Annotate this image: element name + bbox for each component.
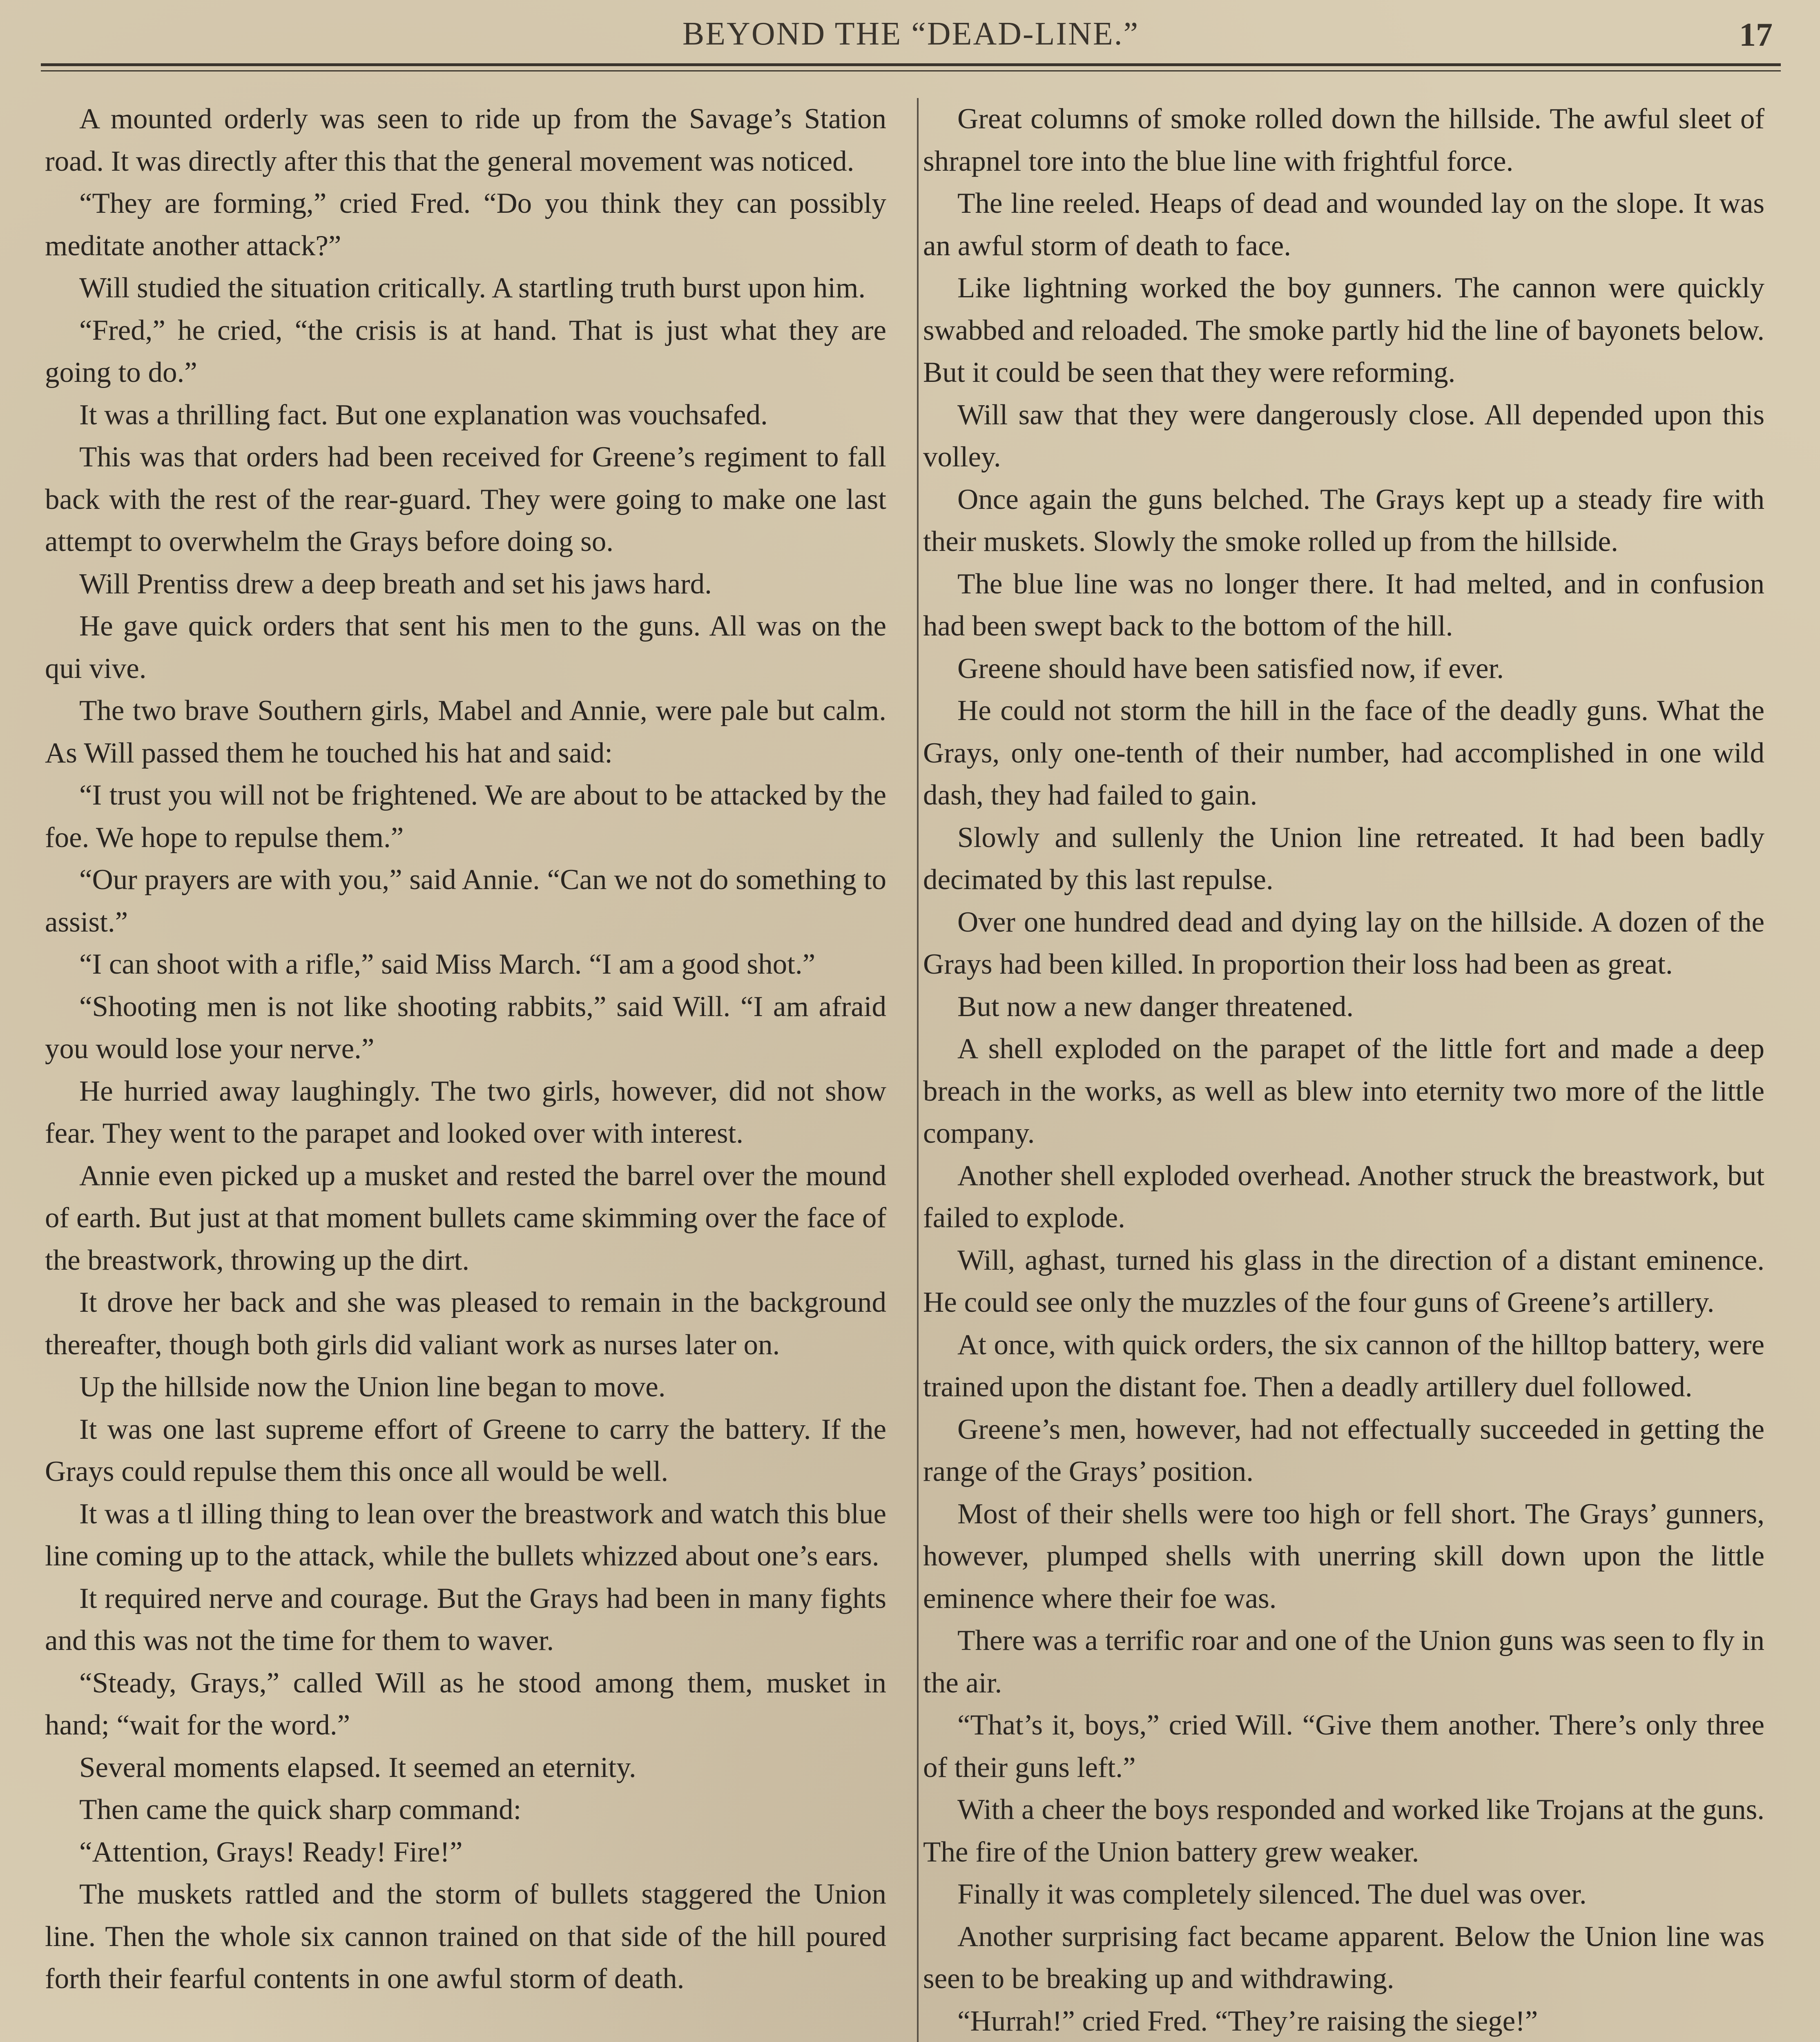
paragraph: Will, aghast, turned his glass in the direction of a distant eminence. He could see only the muzzles of the four guns of Greene’s artillery. — [923, 1244, 1764, 1318]
paragraph: “That’s it, boys,” cried Will. “Give them another. There’s only three of their guns left.” — [923, 1709, 1764, 1783]
paragraph: “Hurrah!” cried Fred. “They’re raising the siege!” — [957, 2005, 1538, 2037]
paragraph: It was a tl illing thing to lean over the breastwork and watch this blue line coming up to the attack, while the bullets whizzed about one’s ears. — [45, 1498, 886, 1572]
right-column — [923, 98, 1764, 2042]
paragraph: He could not storm the hill in the face of the deadly guns. What the Grays, only one-tenth of their number, had accomplished in one wild dash, they had failed to gain. — [923, 695, 1764, 811]
paragraph: Slowly and sullenly the Union line retreated. It had been badly decimated by this last repulse. — [923, 821, 1764, 896]
paragraph: Several moments elapsed. It seemed an eternity. — [79, 1751, 636, 1783]
paragraph: Great columns of smoke rolled down the hillside. The awful sleet of shrapnel tore into the blue line with frightful force. — [923, 103, 1764, 177]
paragraph: Will saw that they were dangerously close. All depended upon this volley. — [923, 399, 1764, 473]
paragraph: “Our prayers are with you,” said Annie. “Can we not do something to assist.” — [45, 864, 886, 938]
left-column — [45, 98, 886, 2042]
paragraph: “They are forming,” cried Fred. “Do you think they can possibly meditate another attack?” — [45, 187, 886, 262]
paragraph: The line reeled. Heaps of dead and wounded lay on the slope. It was an awful storm of death to face. — [923, 187, 1764, 262]
page-number: 17 — [1739, 16, 1773, 53]
paragraph: It was one last supreme effort of Greene to carry the battery. If the Grays could repulse them this once all would be well. — [45, 1413, 886, 1487]
page-header — [41, 12, 1781, 59]
paragraph: Like lightning worked the boy gunners. The cannon were quickly swabbed and reloaded. The smoke partly hid the line of bayonets below. But it could be seen that they were reforming. — [923, 272, 1764, 388]
paragraph: Greene’s men, however, had not effectually succeeded in getting the range of the Grays’ position. — [923, 1413, 1764, 1487]
header-rule-thin — [41, 70, 1781, 71]
paragraph: The two brave Southern girls, Mabel and Annie, were pale but calm. As Will passed them he touched his hat and said: — [45, 695, 886, 769]
header-rule-thick — [41, 63, 1781, 66]
paragraph: There was a terrific roar and one of the Union guns was seen to fly in the air. — [923, 1625, 1764, 1699]
paragraph: Finally it was completely silenced. The duel was over. — [957, 1878, 1587, 1910]
body-columns — [45, 98, 1781, 2042]
paragraph: “I trust you will not be frightened. We are about to be attacked by the foe. We hope to repulse them.” — [45, 779, 886, 854]
paragraph: But now a new danger threatened. — [957, 990, 1354, 1023]
paragraph: This was that orders had been received for Greene’s regiment to fall back with the rest of the rear-guard. They were going to make one last attempt to overwhelm the Grays before doing so. — [45, 441, 886, 557]
paragraph: Another surprising fact became apparent. Below the Union line was seen to be breaking up and withdrawing. — [923, 1920, 1764, 1995]
paragraph: Will Prentiss drew a deep breath and set his jaws hard. — [79, 568, 712, 600]
paragraph: A shell exploded on the parapet of the little fort and made a deep breach in the works, as well as blew into eternity two more of the little company. — [923, 1033, 1764, 1149]
paragraph: Annie even picked up a musket and rested the barrel over the mound of earth. But just at that moment bullets came skimming over the face of the breastwork, throwing up the dirt. — [45, 1159, 886, 1276]
paragraph: Will studied the situation critically. A startling truth burst upon him. — [79, 272, 866, 304]
paragraph: Over one hundred dead and dying lay on the hillside. A dozen of the Grays had been killed. In proportion their loss had been as great. — [923, 906, 1764, 980]
paragraph: Another shell exploded overhead. Another struck the breastwork, but failed to explode. — [923, 1159, 1764, 1234]
paragraph: Most of their shells were too high or fell short. The Grays’ gunners, however, plumped shells with unerring skill down upon the little eminence where their foe was. — [923, 1498, 1764, 1614]
paragraph: Once again the guns belched. The Grays kept up a steady fire with their muskets. Slowly the smoke rolled up from the hillside. — [923, 483, 1764, 557]
paragraph: He gave quick orders that sent his men to the guns. All was on the qui vive. — [45, 610, 886, 684]
paragraph: “Shooting men is not like shooting rabbits,” said Will. “I am afraid you would lose your nerve.” — [45, 990, 886, 1065]
paragraph: “I can shoot with a rifle,” said Miss March. “I am a good shot.” — [79, 948, 816, 980]
running-title: BEYOND THE “DEAD-LINE.” — [682, 16, 1140, 52]
paragraph: Then came the quick sharp command: — [79, 1794, 522, 1826]
paragraph: “Fred,” he cried, “the crisis is at hand. That is just what they are going to do.” — [45, 314, 886, 388]
paragraph: The muskets rattled and the storm of bullets staggered the Union line. Then the whole six cannon trained on that side of the hill poured forth their fearful contents in one awful storm of death. — [45, 1878, 886, 1995]
paragraph: It was a thrilling fact. But one explanation was vouchsafed. — [79, 399, 768, 431]
paragraph: At once, with quick orders, the six cannon of the hilltop battery, were trained upon the distant foe. Then a deadly artillery duel followed. — [923, 1329, 1764, 1403]
paragraph: With a cheer the boys responded and worked like Trojans at the guns. The fire of the Union battery grew weaker. — [923, 1794, 1764, 1868]
paragraph: It drove her back and she was pleased to remain in the background thereafter, though both girls did valiant work as nurses later on. — [45, 1286, 886, 1361]
paragraph: He hurried away laughingly. The two girls, however, did not show fear. They went to the parapet and looked over with interest. — [45, 1075, 886, 1149]
paragraph: Up the hillside now the Union line began to move. — [79, 1371, 666, 1403]
paragraph: “Attention, Grays! Ready! Fire!” — [79, 1836, 463, 1868]
paragraph: It required nerve and courage. But the Grays had been in many fights and this was not the time for them to waver. — [45, 1582, 886, 1656]
paragraph: Greene should have been satisfied now, if ever. — [957, 652, 1504, 684]
paragraph: “Steady, Grays,” called Will as he stood among them, musket in hand; “wait for the word.” — [45, 1667, 886, 1741]
paragraph: A mounted orderly was seen to ride up from the Savage’s Station road. It was directly after this that the general movement was noticed. — [45, 103, 886, 177]
paragraph: The blue line was no longer there. It had melted, and in confusion had been swept back to the bottom of the hill. — [923, 568, 1764, 642]
